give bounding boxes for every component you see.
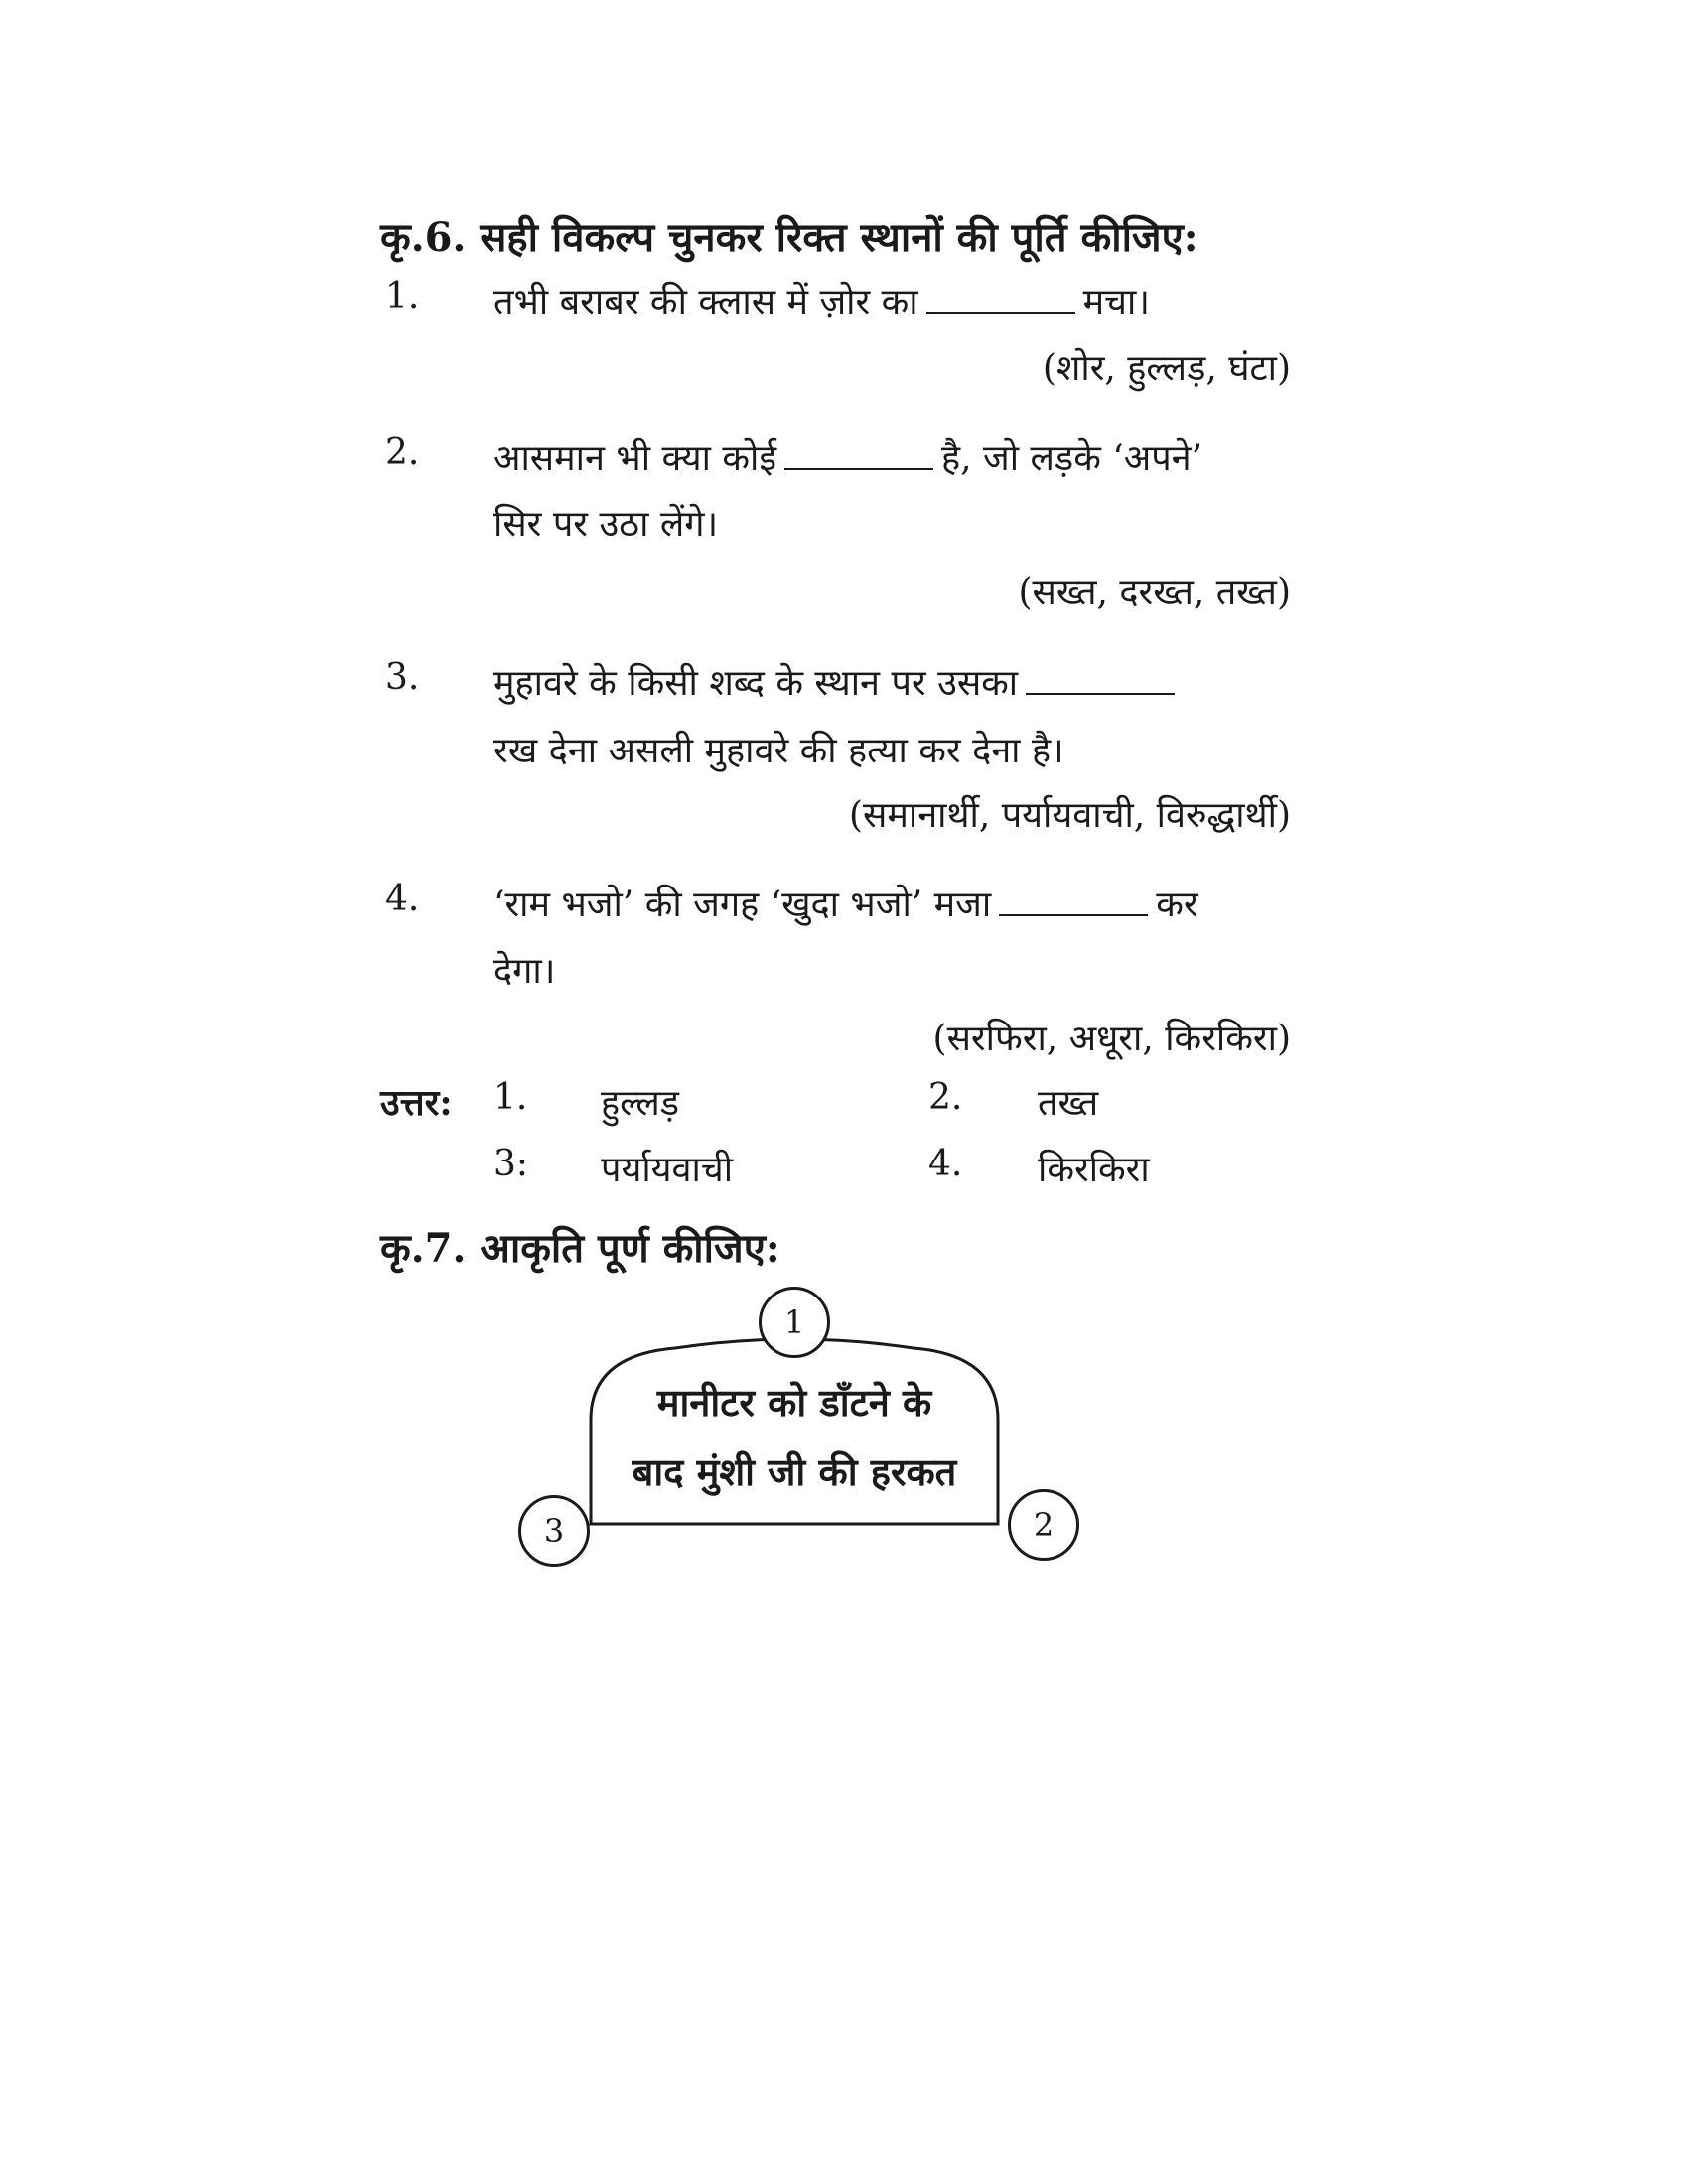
q7-heading: कृ.7. आकृति पूर्ण कीजिए: — [380, 1225, 780, 1272]
q6-item1-part1: तभी बराबर की क्लास में ज़ोर का — [493, 282, 918, 323]
answer-1-text: हुल्लड़ — [601, 1083, 680, 1124]
dome-text-line2: बाद मुंशी जी की हरकत — [632, 1449, 957, 1494]
answer-4-number: 4. — [928, 1144, 963, 1184]
circle-3[interactable]: 3 — [518, 1495, 590, 1567]
q6-item2-options: (सख्त, दरख्त, तख्त) — [1018, 572, 1291, 613]
dome-text-line1: मानीटर को डाँटने के — [656, 1380, 932, 1425]
answer-1-number: 1. — [493, 1077, 528, 1118]
q6-item2-line1 — [493, 432, 1202, 480]
answer-2-text: तख्त — [1038, 1083, 1099, 1124]
q6-heading: कृ.6. सही विकल्प चुनकर रिक्त स्थानों की पूर्ति कीजिए: — [380, 214, 1198, 261]
answer-4-text: किरकिरा — [1038, 1150, 1150, 1190]
q6-item3-line2: रख देना असली मुहावरे की हत्या कर देना है। — [493, 731, 1064, 771]
q6-item2-number: 2. — [385, 432, 420, 473]
q6-item3-line1 — [493, 657, 1183, 706]
q6-item4-line1 — [493, 879, 1198, 927]
q6-item3-part1: मुहावरे के किसी शब्द के स्थान पर उसका — [493, 663, 1019, 704]
q6-item2-line2: सिर पर उठा लेंगे। — [493, 504, 719, 545]
q6-item3-options: (समानार्थी, पर्यायवाची, विरुद्धार्थी) — [848, 795, 1291, 836]
answer-3-text: पर्यायवाची — [601, 1150, 734, 1190]
q6-item3-blank[interactable] — [1026, 663, 1175, 695]
circle-1[interactable]: 1 — [759, 1287, 830, 1358]
answer-2-number: 2. — [928, 1077, 963, 1118]
answer-label: उत्तर: — [380, 1082, 453, 1124]
figure-diagram — [496, 1271, 1092, 1588]
q6-item1-part2: मचा। — [1082, 282, 1150, 323]
dome-center-text — [586, 1368, 1003, 1507]
answer-3-number: 3: — [493, 1144, 529, 1184]
circle-2[interactable]: 2 — [1008, 1489, 1079, 1561]
q6-item1-number: 1. — [385, 276, 420, 317]
q6-item4-part2: कर — [1156, 885, 1198, 925]
q6-item4-part1: ‘राम भजो’ की जगह ‘खुदा भजो’ मजा — [493, 885, 992, 925]
q6-item2-part1: आसमान भी क्या कोई — [493, 438, 777, 478]
q6-item4-options: (सरफिरा, अधूरा, किरकिरा) — [932, 1019, 1291, 1059]
q6-item1-text — [493, 276, 1150, 325]
q6-item1-blank[interactable] — [926, 282, 1075, 314]
q6-item4-number: 4. — [385, 879, 420, 919]
q6-item3-number: 3. — [385, 657, 420, 698]
q6-item2-part2: है, जो लड़के ‘अपने’ — [941, 438, 1203, 478]
q6-item4-line2: देगा। — [493, 951, 556, 992]
q6-item4-blank[interactable] — [999, 885, 1148, 916]
q6-item1-options: (शोर, हुल्लड़, घंटा) — [1042, 348, 1291, 389]
q6-item2-blank[interactable] — [784, 438, 933, 470]
